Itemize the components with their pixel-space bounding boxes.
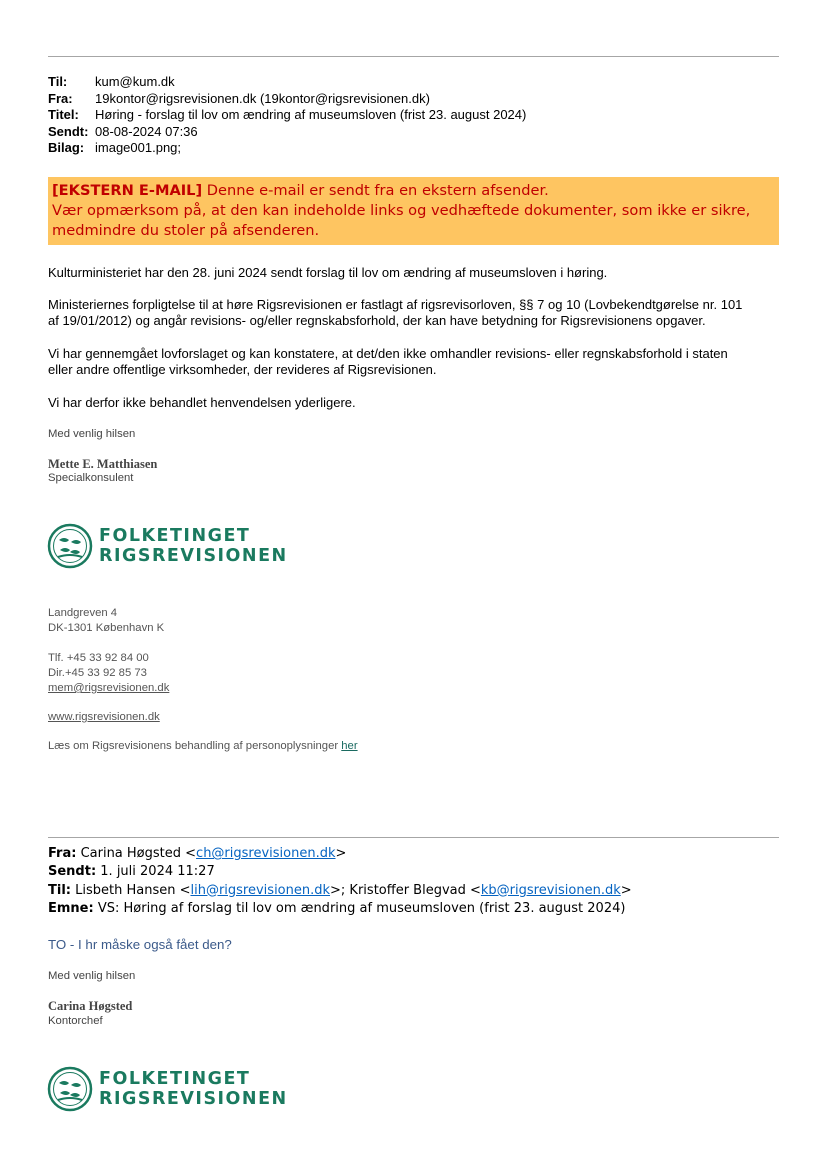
contact-dir: Dir.+45 33 92 85 73 [48,667,147,679]
rigsrevisionen-logo-2 [47,1066,288,1112]
crest-icon [47,523,93,569]
signature1-greeting: Med venlig hilsen [48,428,136,440]
signature1-name: Mette E. Matthiasen [48,457,158,471]
fwd-to-end: > [620,882,632,898]
contact-tel: Tlf. +45 33 92 84 00 [48,652,149,664]
fwd-from-email-link[interactable]: ch@rigsrevisionen.dk [196,846,336,861]
banner-tag: [EKSTERN E-MAIL] [52,182,203,199]
paragraph-4: Vi har derfor ikke behandlet henvendelsen yderligere. [48,395,356,410]
email-header [48,74,526,157]
rigsrevisionen-logo [47,523,288,569]
web-block [48,710,160,725]
title-row [48,107,526,124]
forward-note: TO - I hr måske også fået den? [48,937,232,952]
contact-email-link[interactable]: mem@rigsrevisionen.dk [48,682,170,694]
fwd-sent-row [48,863,632,881]
logo-line2: RIGSREVISIONEN [99,546,288,566]
fwd-to-email2-link[interactable]: kb@rigsrevisionen.dk [480,882,621,898]
to-value: kum@kum.dk [95,74,175,89]
address-street: Landgreven 4 [48,607,118,619]
banner-line1: Denne e-mail er sendt fra en ekstern afsender. [202,182,549,199]
to-label: Til: [48,74,68,89]
logo2-line1: FOLKETINGET [99,1069,251,1089]
fwd-from-name: Carina Høgsted < [76,846,197,861]
fwd-to-email1-link[interactable]: lih@rigsrevisionen.dk [190,882,331,898]
logo-line1: FOLKETINGET [99,526,251,546]
contact-block [48,651,169,696]
website-link[interactable]: www.rigsrevisionen.dk [48,711,160,723]
signature2-greeting: Med venlig hilsen [48,970,136,982]
fwd-to-mid: >; Kristoffer Blegvad < [330,882,481,898]
logo2-line2: RIGSREVISIONEN [99,1089,288,1109]
attach-label: Bilag: [48,140,85,155]
fwd-from-label: Fra: [48,846,77,861]
privacy-line [48,739,358,754]
from-label: Fra: [48,90,73,106]
to-row [48,74,526,91]
title-value: Høring - forslag til lov om ændring af museumsloven (frist 23. august 2024) [95,107,527,122]
forwarded-header [48,845,632,918]
fwd-from-row [48,845,632,863]
fwd-subject-label: Emne: [48,900,94,916]
from-value: 19kontor@rigsrevisionen.dk (19kontor@rigsrevisionen.dk) [95,90,430,106]
attach-row [48,140,526,157]
fwd-from-end: > [335,846,347,861]
forward-divider [48,837,779,838]
banner-line3: medmindre du stoler på afsenderen. [52,222,320,239]
fwd-sent-value: 1. juli 2024 11:27 [96,864,215,880]
crest-icon [47,1066,93,1112]
banner-line2: Vær opmærksom på, at den kan indeholde links og vedhæftede dokumenter, som ikke er sikre, [52,202,751,219]
fwd-subject-row [48,900,632,918]
address-block [48,606,164,636]
sent-row [48,124,526,141]
attach-value: image001.png; [95,140,182,155]
signature1-role: Specialkonsulent [48,472,134,484]
paragraph-3-line1: Vi har gennemgået lovforslaget og kan konstatere, at det/den ikke omhandler revisions- eller regnskabsforhold i staten [48,346,728,361]
paragraph-3-line2: eller andre offentlige virksomheder, der revideres af Rigsrevisionen. [48,362,437,377]
privacy-link[interactable]: her [341,740,358,752]
fwd-subject-value: VS: Høring af forslag til lov om ændring af museumsloven (frist 23. august 2024) [93,900,626,916]
top-divider [48,56,779,57]
title-label: Titel: [48,107,79,122]
signature2-name: Carina Høgsted [48,999,133,1013]
paragraph-2 [48,297,788,329]
sent-value: 08-08-2024 07:36 [95,123,198,139]
paragraph-2-line1: Ministeriernes forpligtelse til at høre Rigsrevisionen er fastlagt af rigsrevisorloven, §§ 7 og 10 (Lovbekendtgørelse nr. 101 [48,297,743,312]
paragraph-2-line2: af 19/01/2012) og angår revisions- og/eller regnskabsforhold, der kan have betydning for Rigsrevisionens opgaver. [48,313,706,328]
privacy-text: Læs om Rigsrevisionens behandling af personoplysninger [48,740,342,752]
fwd-sent-label: Sendt: [48,864,97,880]
address-city: DK-1301 København K [48,622,165,634]
fwd-to-row [48,882,632,900]
fwd-to-label: Til: [48,882,71,898]
sent-label: Sendt: [48,123,89,139]
from-row [48,91,526,108]
paragraph-1: Kulturministeriet har den 28. juni 2024 sendt forslag til lov om ændring af museumsloven i høring. [48,265,608,280]
fwd-to-name1: Lisbeth Hansen < [70,882,191,898]
external-email-banner [48,177,779,245]
signature2-role: Kontorchef [48,1015,103,1027]
paragraph-3 [48,346,788,378]
